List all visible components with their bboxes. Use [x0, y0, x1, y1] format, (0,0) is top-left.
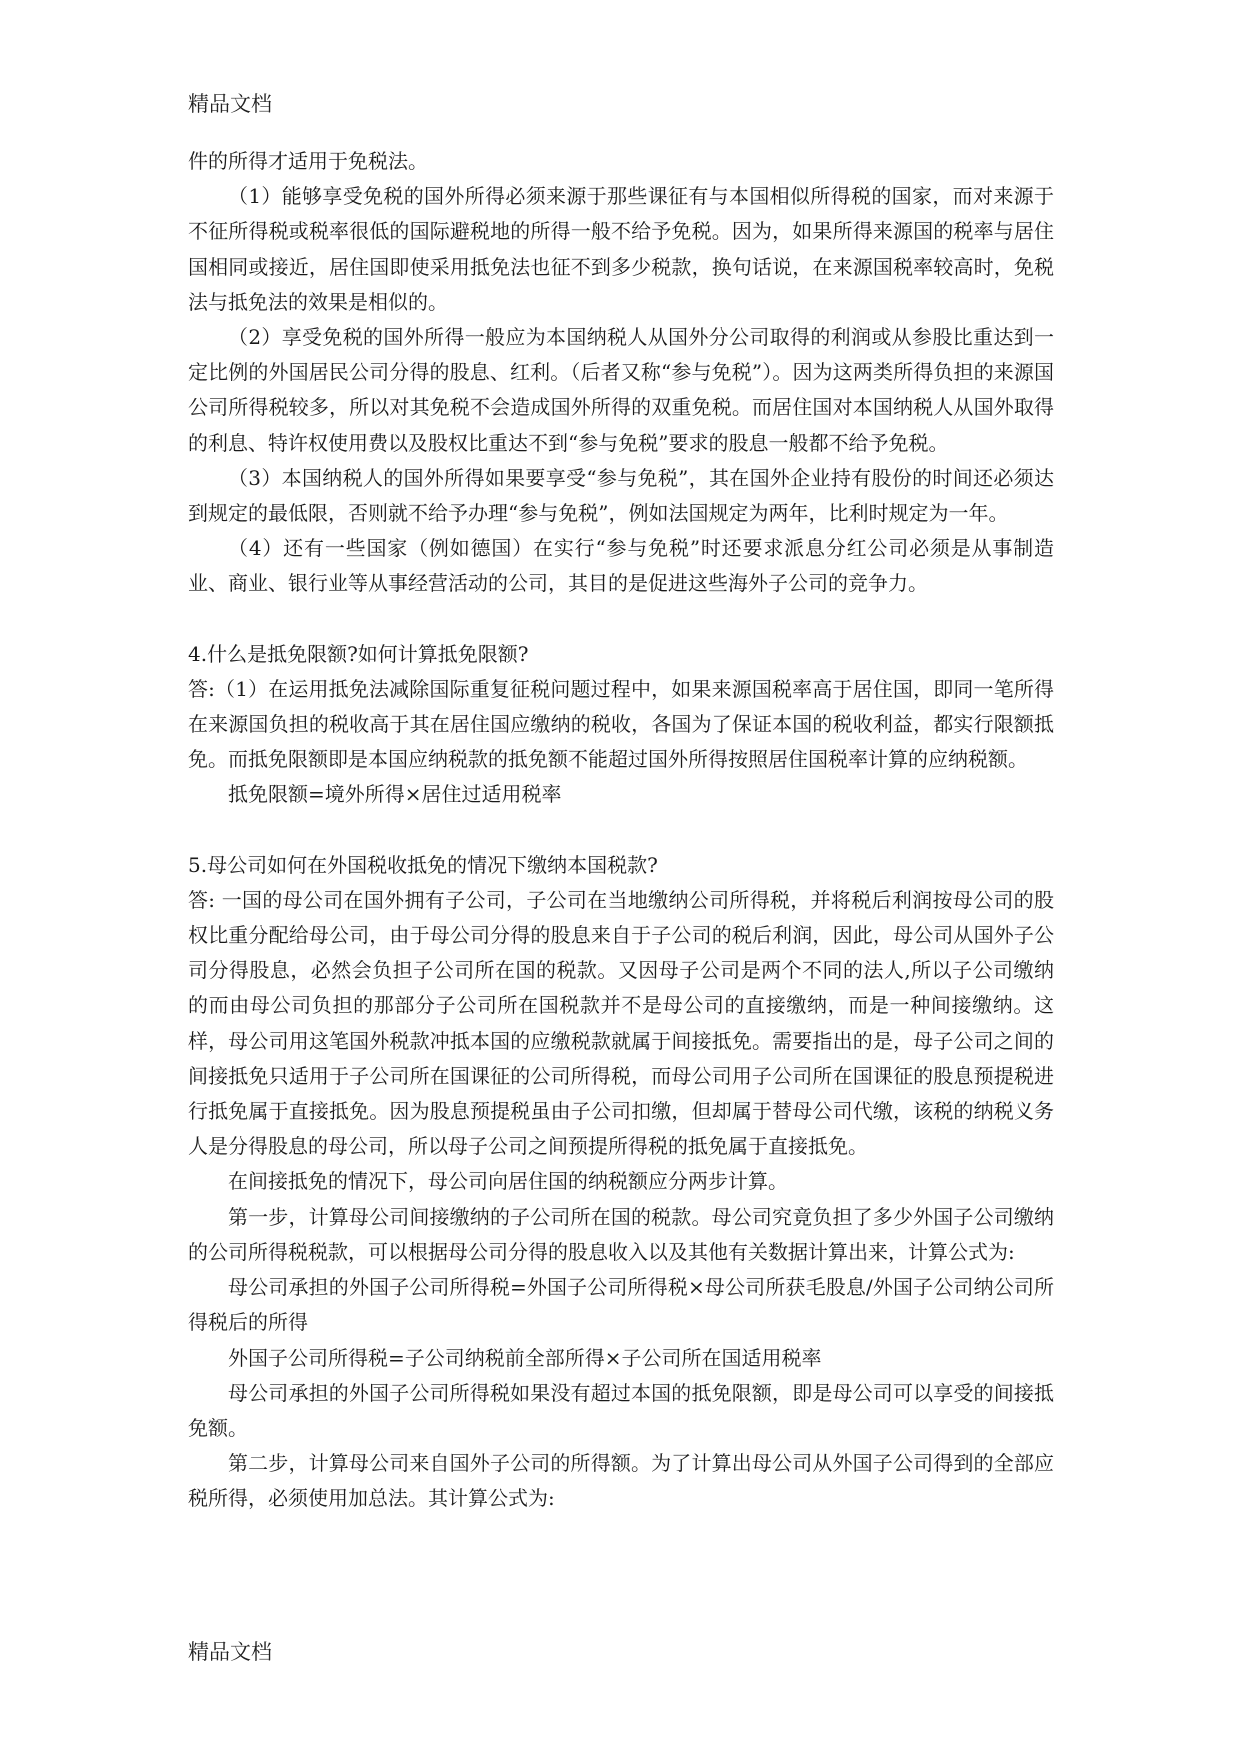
paragraph-item-1: （1）能够享受免税的国外所得必须来源于那些课征有与本国相似所得税的国家，而对来源于不征所得税或税率很低的国际避税地的所得一般不给予免税。因为，如果所得来源国的税率与居住国相同或接近，居住国即使采用抵免法也征不到多少税款，换句话说，在来源国税率较高时，免税法与抵免法的效果是相似的。 [188, 184, 1054, 314]
question-5-paragraph-4: 母公司承担的外国子公司所得税如果没有超过本国的抵免限额，即是母公司可以享受的间接抵免额。 [188, 1380, 1054, 1440]
question-4-formula: 抵免限额=境外所得×居住过适用税率 [228, 782, 562, 807]
question-5-formula-2: 外国子公司所得税=子公司纳税前全部所得×子公司所在国适用税率 [228, 1345, 822, 1370]
question-5-paragraph-5: 第二步，计算母公司来自国外子公司的所得额。为了计算出母公司从外国子公司得到的全部应税所得，必须使用加总法。其计算公式为: [188, 1451, 1054, 1511]
question-5-answer: 答: 一国的母公司在国外拥有子公司，子公司在当地缴纳公司所得税，并将税后利润按母公司的股权比重分配给母公司，由于母公司分得的股息来自于子公司的税后利润，因此，母公司从国外子公司分得股息，必然会负担子公司所在国的税款。又因母子公司是两个不同的法人,所以子公司缴纳的而由母公司负担的那部分子公司所在国税款并不是母公司的直接缴纳，而是一种间接缴纳。这样，母公司用这笔国外税款冲抵本国的应缴税款就属于间接抵免。需要指出的是，母子公司之间的间接抵免只适用于子公司所在国课征的公司所得税，而母公司用子公司所在国课征的股息预提税进行抵免属于直接抵免。因为股息预提税虽由子公司扣缴，但却属于替母公司代缴，该税的纳税义务人是分得股息的母公司，所以母子公司之间预提所得税的抵免属于直接抵免。 [188, 887, 1054, 1159]
question-5-paragraph-2: 在间接抵免的情况下，母公司向居住国的纳税额应分两步计算。 [228, 1169, 788, 1194]
question-5-formula-1: 母公司承担的外国子公司所得税=外国子公司所得税×母公司所获毛股息/外国子公司纳公司所得税后的所得 [188, 1275, 1054, 1335]
question-4-title: 4.什么是抵免限额?如何计算抵免限额? [188, 641, 529, 666]
question-4-answer: 答:（1）在运用抵免法减除国际重复征税问题过程中，如果来源国税率高于居住国，即同一笔所得在来源国负担的税收高于其在居住国应缴纳的税收，各国为了保证本国的税收利益，都实行限额抵免。而抵免限额即是本国应纳税款的抵免额不能超过国外所得按照居住国税率计算的应纳税额。 [188, 676, 1054, 772]
paragraph-item-3: （3）本国纳税人的国外所得如果要享受“参与免税”，其在国外企业持有股份的时间还必须达到规定的最低限，否则就不给予办理“参与免税”，例如法国规定为两年，比利时规定为一年。 [188, 465, 1054, 526]
paragraph-item-4: （4）还有一些国家（例如德国）在实行“参与免税”时还要求派息分红公司必须是从事制造业、商业、银行业等从事经营活动的公司，其目的是促进这些海外子公司的竞争力。 [188, 536, 1054, 596]
section-spacer [188, 813, 1054, 848]
question-5-title: 5.母公司如何在外国税收抵免的情况下缴纳本国税款? [188, 852, 658, 877]
document-body [188, 144, 1054, 1517]
paragraph-intro: 件的所得才适用于免税法。 [188, 149, 428, 173]
footer-watermark: 精品文档 [188, 1640, 272, 1664]
section-spacer [188, 602, 1054, 637]
paragraph-item-2: （2）享受免税的国外所得一般应为本国纳税人从国外分公司取得的利润或从参股比重达到一定比例的外国居民公司分得的股息、红利。（后者又称“参与免税”）。因为这两类所得负担的来源国公司所得税较多，所以对其免税不会造成国外所得的双重免税。而居住国对本国纳税人从国外取得的利息、特许权使用费以及股权比重达不到“参与免税”要求的股息一般都不给予免税。 [188, 325, 1054, 455]
question-5-paragraph-3: 第一步，计算母公司间接缴纳的子公司所在国的税款。母公司究竟负担了多少外国子公司缴纳的公司所得税税款，可以根据母公司分得的股息收入以及其他有关数据计算出来，计算公式为: [188, 1204, 1054, 1264]
header-watermark: 精品文档 [188, 92, 272, 116]
